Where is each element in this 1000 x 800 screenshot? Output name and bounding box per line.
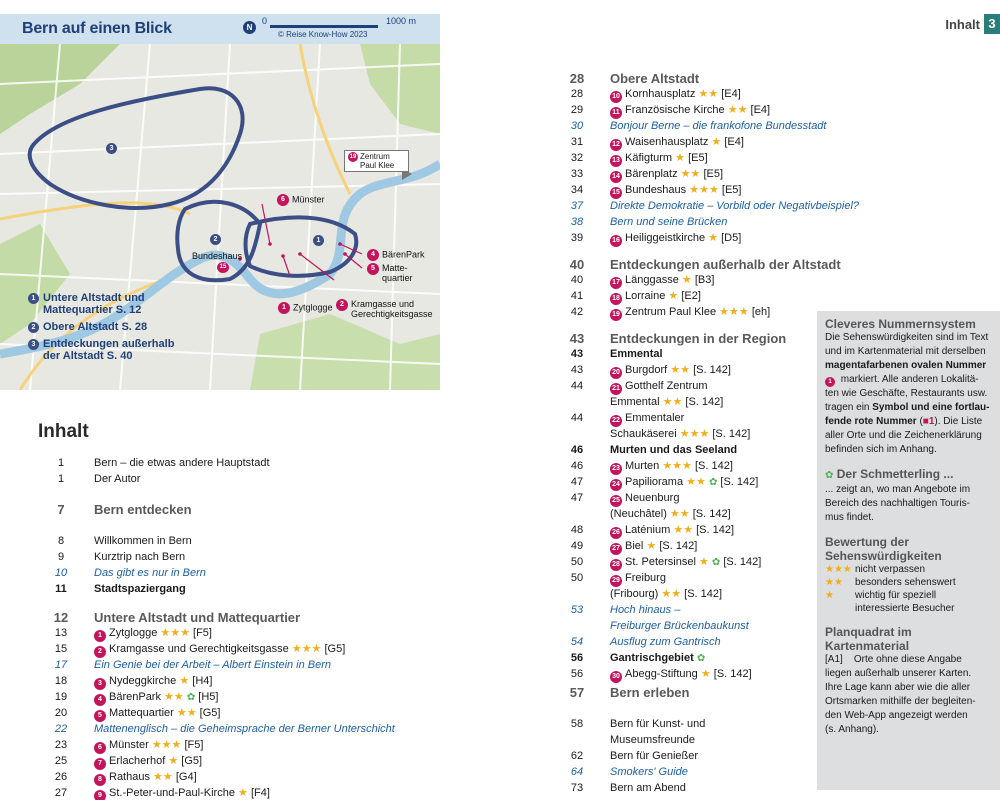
map-grid-reference: [S. 142] bbox=[659, 540, 698, 552]
star-rating-icon: ★ bbox=[179, 675, 190, 687]
map-label-baerenpark: 4 BärenPark bbox=[367, 249, 425, 261]
toc-page-number: 50 bbox=[570, 572, 584, 584]
toc-page-number: 10 bbox=[54, 567, 68, 579]
map-copyright: © Reise Know-How 2023 bbox=[278, 30, 368, 39]
toc-page-number: 17 bbox=[54, 659, 68, 671]
toc-entry-title: St. Petersinsel bbox=[625, 556, 696, 568]
star-rating-icon: ★★ bbox=[680, 168, 701, 180]
rating-row: interessierte Besucher bbox=[855, 603, 955, 614]
toc-entry-title: Papiliorama bbox=[625, 476, 684, 488]
toc-entry-title: Willkommen in Bern bbox=[94, 535, 192, 547]
map-grid-reference: [E5] bbox=[703, 168, 724, 180]
map-grid-reference: [B3] bbox=[694, 274, 715, 286]
poi-pin-icon: 25 bbox=[610, 495, 622, 507]
toc-page-number: 29 bbox=[570, 104, 584, 116]
toc-page-number: 38 bbox=[570, 216, 584, 228]
star-rating-icon: ★★ bbox=[176, 707, 197, 719]
poi-pin: 1 bbox=[278, 302, 290, 314]
map-grid-reference: [D5] bbox=[721, 232, 742, 244]
poi-pin-icon: 17 bbox=[610, 277, 622, 289]
poi-pin-icon: 12 bbox=[610, 139, 622, 151]
map-label-kramgasse: 2 Kramgasse und Gerechtigkeitsgasse bbox=[336, 299, 433, 319]
page-header bbox=[945, 14, 1000, 34]
toc-entry-title: (Neuchâtel) bbox=[610, 508, 667, 520]
map-grid-reference: [eh] bbox=[751, 306, 771, 318]
zone-2-marker: 2 bbox=[210, 234, 221, 245]
toc-entry-title: Ausflug zum Gantrisch bbox=[610, 636, 721, 648]
toc-entry-title: Bern erleben bbox=[610, 685, 690, 700]
poi-pin-icon: 7 bbox=[94, 758, 106, 770]
toc-page-number: 40 bbox=[569, 257, 585, 272]
legend-item: 1 Untere Altstadt und Mattequartier S. 12 bbox=[28, 292, 218, 316]
poi-pin-icon: 30 bbox=[610, 671, 622, 683]
map-header bbox=[0, 14, 440, 44]
poi-pin-icon: 24 bbox=[610, 479, 622, 491]
toc-entry-title: Gantrischgebiet bbox=[610, 652, 694, 664]
toc-page-number: 43 bbox=[570, 348, 584, 360]
toc-page-number: 26 bbox=[54, 771, 68, 783]
toc-entry-title: (Fribourg) bbox=[610, 588, 659, 600]
map-grid-reference: [S. 142] bbox=[692, 508, 731, 520]
map-label-paul-klee: 19 Zentrum Paul Klee bbox=[344, 150, 409, 172]
butterfly-icon: ✿ bbox=[696, 653, 706, 664]
butterfly-icon: ✿ bbox=[711, 557, 721, 568]
map-label-zytglogge: 1 Zytglogge bbox=[278, 302, 333, 314]
map-grid-reference: [G4] bbox=[175, 771, 197, 783]
toc-entry-title: Bundeshaus bbox=[625, 184, 687, 196]
map-label-matte: 5 Matte- quartier bbox=[367, 263, 413, 283]
toc-entry-title: Neuenburg bbox=[625, 492, 680, 504]
star-icon: ★ bbox=[825, 590, 834, 601]
toc-entry-title: Murten bbox=[625, 460, 660, 472]
toc-entry-title: Waisenhausplatz bbox=[625, 136, 709, 148]
toc-entry-title: Münster bbox=[109, 739, 149, 751]
poi-pin-icon: 6 bbox=[94, 742, 106, 754]
toc-entry-title: Smokers' Guide bbox=[610, 766, 688, 778]
toc-entry-title: Direkte Demokratie – Vorbild oder Negativbeispiel? bbox=[610, 200, 860, 212]
toc-entry-title: Mattenenglisch – die Geheimsprache der Berner Unterschicht bbox=[94, 723, 395, 735]
star-rating-icon: ★★ bbox=[164, 691, 184, 703]
toc-page-number: 58 bbox=[570, 718, 584, 730]
poi-pin-icon: 26 bbox=[610, 527, 622, 539]
star-rating-icon: ★ bbox=[668, 290, 679, 302]
map-grid-reference: [E5] bbox=[688, 152, 708, 164]
map-grid-reference: [E2] bbox=[681, 290, 701, 302]
toc-entry-title: Schaukäserei bbox=[610, 428, 677, 440]
star-rating-icon: ★★ bbox=[673, 524, 694, 536]
toc-page-number: 40 bbox=[570, 274, 584, 286]
toc-page-number: 25 bbox=[54, 755, 68, 767]
toc-entry-title: Freiburger Brückenbaukunst bbox=[610, 620, 749, 632]
toc-entry-title: BärenPark bbox=[109, 691, 161, 703]
toc-entry-title: Emmentaler bbox=[625, 412, 685, 424]
star-icon: ★★ bbox=[825, 577, 843, 588]
poi-pin-icon: 9 bbox=[94, 790, 106, 800]
star-rating-icon: ★★ bbox=[153, 771, 173, 783]
toc-entry-title: Länggasse bbox=[625, 274, 679, 286]
map-grid-reference: [G5] bbox=[199, 707, 221, 719]
star-rating-icon: ★★★ bbox=[160, 627, 190, 639]
toc-page-number: 64 bbox=[570, 766, 584, 778]
toc-page-number: 33 bbox=[570, 168, 584, 180]
star-icon: ★★★ bbox=[825, 564, 852, 575]
toc-page-number: 20 bbox=[54, 707, 68, 719]
toc-left-column bbox=[46, 456, 436, 799]
page-number: 3 bbox=[984, 14, 1000, 34]
poi-pin: 2 bbox=[336, 299, 348, 311]
toc-entry-title: Laténium bbox=[625, 524, 671, 536]
star-rating-icon: ★★★ bbox=[662, 460, 692, 472]
toc-entry-title: Gotthelf Zentrum bbox=[625, 380, 708, 392]
toc-page-number: 9 bbox=[57, 551, 65, 563]
toc-entry-title: Rathaus bbox=[109, 771, 150, 783]
toc-entry-title: Mattequartier bbox=[109, 707, 174, 719]
rating-row: ★★ besonders sehenswert bbox=[825, 577, 956, 588]
toc-page-number: 1 bbox=[57, 457, 65, 469]
star-rating-icon: ★ bbox=[698, 556, 709, 568]
zone-3-marker: 3 bbox=[106, 143, 117, 154]
star-rating-icon: ★★ bbox=[686, 476, 706, 488]
toc-entry-title: Bern – die etwas andere Hauptstadt bbox=[94, 457, 270, 469]
toc-page-number: 22 bbox=[54, 723, 68, 735]
toc-page-number: 46 bbox=[570, 460, 584, 472]
toc-entry-title: Der Autor bbox=[94, 473, 141, 485]
north-arrow-icon: N bbox=[243, 21, 256, 34]
toc-page-number: 28 bbox=[570, 88, 584, 100]
scale-bar bbox=[270, 25, 378, 28]
toc-page-number: 34 bbox=[570, 184, 584, 196]
star-rating-icon: ★★★ bbox=[719, 306, 749, 318]
toc-page-number: 53 bbox=[570, 604, 584, 616]
poi-pin-icon: 1 bbox=[825, 377, 835, 387]
toc-entry-title: Untere Altstadt und Mattequartier bbox=[94, 610, 301, 625]
toc-entry-title: Bern am Abend bbox=[610, 782, 686, 794]
overview-map bbox=[0, 14, 440, 390]
map-grid-reference: [F4] bbox=[250, 787, 270, 799]
scale-end: 1000 m bbox=[386, 16, 417, 26]
poi-pin: 5 bbox=[367, 263, 379, 275]
star-rating-icon: ★★ bbox=[670, 364, 690, 376]
map-grid-reference: [E4] bbox=[750, 104, 771, 116]
toc-page-number: 19 bbox=[54, 691, 68, 703]
sidebar-numbering: Cleveres Nummernsystem Die Sehenswürdigkeiten sind im Text und im Kartenmaterial mit derselben magentafarbenen ovalen Nummer 1 markiert. Alle anderen Lokalitä- ten wie Geschäfte, Restaurants usw. tragen ein Symbol und eine fortlau- fende rote Nummer (■1). Die Liste aller Orte und die Zeichenerklärung befinden sich im Anhang. bbox=[825, 317, 994, 457]
star-rating-icon: ★ bbox=[646, 540, 657, 552]
toc-entry-title: Abegg-Stiftung bbox=[625, 668, 698, 680]
toc-entry-title: Ein Genie bei der Arbeit – Albert Einstein in Bern bbox=[94, 659, 332, 671]
star-rating-icon: ★ bbox=[708, 232, 719, 244]
toc-page-number: 50 bbox=[570, 556, 584, 568]
map-grid-reference: [S. 142] bbox=[713, 668, 752, 680]
toc-entry-title: Kramgasse und Gerechtigkeitsgasse bbox=[109, 643, 289, 655]
toc-page-number: 56 bbox=[570, 652, 584, 664]
toc-right-column bbox=[562, 71, 860, 794]
toc-page-number: 54 bbox=[570, 636, 584, 648]
toc-page-number: 46 bbox=[570, 444, 584, 456]
butterfly-icon: ✿ bbox=[825, 470, 834, 481]
poi-pin-icon: 14 bbox=[610, 171, 622, 183]
star-rating-icon: ★ bbox=[711, 136, 722, 148]
toc-page-number: 73 bbox=[570, 782, 584, 794]
toc-entry-title: Obere Altstadt bbox=[610, 71, 700, 86]
sidebar-butterfly: ✿ Der Schmetterling ... ... zeigt an, wo man Angebote im Bereich des nachhaltigen Touris- mus findet. bbox=[825, 467, 971, 523]
map-grid-reference: [S. 142] bbox=[684, 588, 723, 600]
toc-page-number: 15 bbox=[54, 643, 68, 655]
poi-pin-icon: 3 bbox=[94, 678, 106, 690]
toc-page-number: 11 bbox=[55, 583, 67, 595]
map-grid-reference: [S. 142] bbox=[720, 476, 759, 488]
star-rating-icon: ★ bbox=[700, 668, 711, 680]
poi-pin-icon: 11 bbox=[610, 107, 622, 119]
toc-entry-title: Hoch hinaus – bbox=[610, 604, 681, 616]
toc-page-number: 18 bbox=[54, 675, 68, 687]
toc-entry-title: St.-Peter-und-Paul-Kirche bbox=[109, 787, 235, 799]
toc-entry-title: Bonjour Berne – die frankofone Bundesstadt bbox=[610, 120, 827, 132]
poi-pin: 4 bbox=[367, 249, 379, 261]
star-rating-icon: ★★★ bbox=[689, 184, 719, 196]
toc-page-number: 49 bbox=[570, 540, 584, 552]
scale-start: 0 bbox=[262, 16, 268, 26]
toc-page-number: 43 bbox=[569, 331, 585, 346]
toc-page-number: 57 bbox=[569, 685, 585, 700]
toc-entry-title: Käfigturm bbox=[625, 152, 673, 164]
map-legend bbox=[28, 292, 218, 367]
toc-page-number: 44 bbox=[570, 380, 584, 392]
toc-entry-title: Bern entdecken bbox=[94, 502, 192, 517]
red-shop-icon: ■ bbox=[922, 416, 929, 427]
poi-pin-bundeshaus: 15 bbox=[217, 262, 229, 273]
star-rating-icon: ★★ bbox=[662, 396, 683, 408]
poi-pin-icon: 2 bbox=[94, 646, 106, 658]
toc-entry-title: Bern für Genießer bbox=[610, 750, 699, 762]
toc-page-number: 39 bbox=[570, 232, 584, 244]
star-rating-icon: ★★★ bbox=[679, 428, 710, 440]
star-rating-icon: ★ bbox=[675, 152, 686, 164]
toc-entry-title: Bern und seine Brücken bbox=[610, 216, 728, 228]
toc-page-number: 8 bbox=[57, 535, 65, 547]
toc-entry-title: Das gibt es nur in Bern bbox=[94, 567, 206, 579]
toc-entry-title: Zentrum Paul Klee bbox=[625, 306, 717, 318]
toc-entry-title: Murten und das Seeland bbox=[610, 444, 738, 456]
toc-entry-title: Emmental bbox=[610, 396, 660, 408]
toc-page-number: 43 bbox=[570, 364, 584, 376]
map-grid-reference: [E4] bbox=[724, 136, 744, 148]
poi-pin-icon: 27 bbox=[610, 543, 622, 555]
poi-pin-icon: 28 bbox=[610, 559, 622, 571]
toc-entry-title: Lorraine bbox=[625, 290, 666, 302]
toc-entry-title: Burgdorf bbox=[625, 364, 668, 376]
poi-pin-icon: 29 bbox=[610, 575, 622, 587]
toc-page-number: 31 bbox=[570, 136, 584, 148]
poi-pin-icon: 16 bbox=[610, 235, 622, 247]
map-grid-reference: [S. 142] bbox=[694, 460, 733, 472]
toc-entry-title: Bern für Kunst- und bbox=[610, 718, 706, 730]
map-grid-reference: [G5] bbox=[181, 755, 203, 767]
toc-entry-title: Museumsfreunde bbox=[610, 734, 695, 746]
map-grid-reference: [F5] bbox=[193, 627, 212, 639]
star-rating-icon: ★★ bbox=[669, 508, 690, 520]
legend-item: 2 Obere Altstadt S. 28 bbox=[28, 321, 218, 333]
poi-pin-icon: 1 bbox=[94, 630, 106, 642]
toc-page-number: 37 bbox=[570, 200, 584, 212]
toc-page-number: 47 bbox=[570, 476, 584, 488]
star-rating-icon: ★ bbox=[238, 787, 248, 799]
poi-pin-icon: 4 bbox=[94, 694, 106, 706]
rating-row: ★★★ nicht verpassen bbox=[825, 564, 926, 575]
toc-entry-title: Biel bbox=[625, 540, 644, 552]
toc-page-number: 27 bbox=[54, 787, 68, 799]
toc-page-number: 41 bbox=[570, 290, 584, 302]
toc-entry-title: Heiliggeistkirche bbox=[625, 232, 706, 244]
map-grid-reference: [S. 142] bbox=[693, 364, 731, 376]
star-rating-icon: ★★ bbox=[698, 88, 719, 100]
map-grid-reference: [E5] bbox=[721, 184, 742, 196]
map-grid-reference: [H4] bbox=[192, 675, 213, 687]
toc-entry-title: Entdeckungen außerhalb der Altstadt bbox=[610, 257, 841, 272]
map-grid-reference: [S. 142] bbox=[723, 556, 762, 568]
toc-page-number: 1 bbox=[57, 473, 65, 485]
star-rating-icon: ★★ bbox=[661, 588, 682, 600]
toc-entry-title: Kornhausplatz bbox=[625, 88, 696, 100]
map-title: Bern auf einen Blick bbox=[22, 20, 172, 37]
butterfly-icon: ✿ bbox=[186, 692, 196, 703]
map-grid-reference: [S. 142] bbox=[685, 396, 724, 408]
legend-item: 3 Entdeckungen außerhalb der Altstadt S. 40 bbox=[28, 338, 218, 362]
toc-entry-title: Französische Kirche bbox=[625, 104, 725, 116]
toc-page-number: 13 bbox=[54, 627, 68, 639]
map-grid-reference: [E4] bbox=[721, 88, 741, 100]
toc-page-number: 7 bbox=[57, 502, 65, 517]
toc-page-number: 42 bbox=[570, 306, 584, 318]
toc-entry-title: Emmental bbox=[610, 348, 663, 360]
map-grid-reference: [G5] bbox=[324, 643, 346, 655]
poi-pin-icon: 18 bbox=[610, 293, 622, 305]
toc-page-number: 47 bbox=[570, 492, 584, 504]
poi-pin-icon: 5 bbox=[94, 710, 106, 722]
toc-entry-title: Freiburg bbox=[625, 572, 666, 584]
sidebar-heading: Cleveres Nummernsystem bbox=[825, 317, 976, 331]
poi-pin-icon: 19 bbox=[610, 309, 622, 321]
toc-page-number: 48 bbox=[570, 524, 584, 536]
toc-page-number: 28 bbox=[569, 71, 585, 86]
toc-page-number: 44 bbox=[570, 412, 584, 424]
map-label-bundeshaus: Bundeshaus bbox=[192, 251, 243, 261]
poi-pin-icon: 13 bbox=[610, 155, 622, 167]
map-grid-reference: [H5] bbox=[198, 691, 219, 703]
poi-pin-icon: 15 bbox=[610, 187, 622, 199]
info-sidebar bbox=[817, 311, 1000, 790]
toc-heading: Inhalt bbox=[38, 421, 89, 442]
poi-pin-icon: 10 bbox=[610, 91, 622, 103]
toc-page-number: 12 bbox=[53, 610, 69, 625]
star-rating-icon: ★ bbox=[681, 274, 692, 286]
star-rating-icon: ★★ bbox=[727, 104, 748, 116]
butterfly-icon: ✿ bbox=[708, 477, 718, 488]
map-grid-reference: [S. 142] bbox=[696, 524, 735, 536]
poi-pin: 6 bbox=[277, 194, 289, 206]
rating-row: ★ wichtig für speziell bbox=[825, 590, 937, 601]
toc-entry-title: Bärenplatz bbox=[625, 168, 678, 180]
map-label-muenster: 6 Münster bbox=[277, 194, 325, 206]
toc-entry-title: Kurztrip nach Bern bbox=[94, 551, 186, 563]
map-grid-reference: [F5] bbox=[184, 739, 204, 751]
star-rating-icon: ★★★ bbox=[151, 739, 182, 751]
poi-pin-icon: 21 bbox=[610, 383, 622, 395]
poi-pin-icon: 20 bbox=[610, 367, 622, 379]
running-title: Inhalt bbox=[945, 16, 980, 32]
poi-pin-icon: 23 bbox=[610, 463, 622, 475]
poi-pin-icon: 8 bbox=[94, 774, 106, 786]
star-rating-icon: ★ bbox=[168, 755, 179, 767]
sidebar-grid: Planquadrat im Kartenmaterial [A1] Orte ohne diese Angabe liegen außerhalb unserer Karten. Ihre Lage kann aber wie die aller Ortsmarken mithilfe der begleiten- den Web-App angezeigt werden (s. Anhang). bbox=[825, 625, 976, 735]
toc-page-number: 56 bbox=[570, 668, 584, 680]
toc-page-number: 32 bbox=[570, 152, 584, 164]
toc-page-number: 62 bbox=[570, 750, 584, 762]
toc-page-number: 30 bbox=[570, 120, 584, 132]
toc-page-number: 23 bbox=[54, 739, 68, 751]
star-rating-icon: ★★★ bbox=[291, 643, 322, 655]
zone-1-marker: 1 bbox=[313, 235, 324, 246]
poi-pin: 19 bbox=[349, 154, 357, 160]
poi-pin-icon: 22 bbox=[610, 415, 622, 427]
sidebar-rating: Bewertung der Sehenswürdigkeiten ★★★ nicht verpassen ★★ besonders sehenswert ★ wichtig für speziell interessierte Besucher bbox=[825, 535, 994, 615]
map-grid-reference: [S. 142] bbox=[712, 428, 751, 440]
toc-entry-title: Entdeckungen in der Region bbox=[610, 331, 787, 346]
toc-entry-title: Stadtspaziergang bbox=[94, 583, 186, 595]
toc-entry-title: Zytglogge bbox=[109, 627, 158, 639]
toc-entry-title: Erlacherhof bbox=[109, 755, 166, 767]
toc-entry-title: Nydeggkirche bbox=[109, 675, 177, 687]
